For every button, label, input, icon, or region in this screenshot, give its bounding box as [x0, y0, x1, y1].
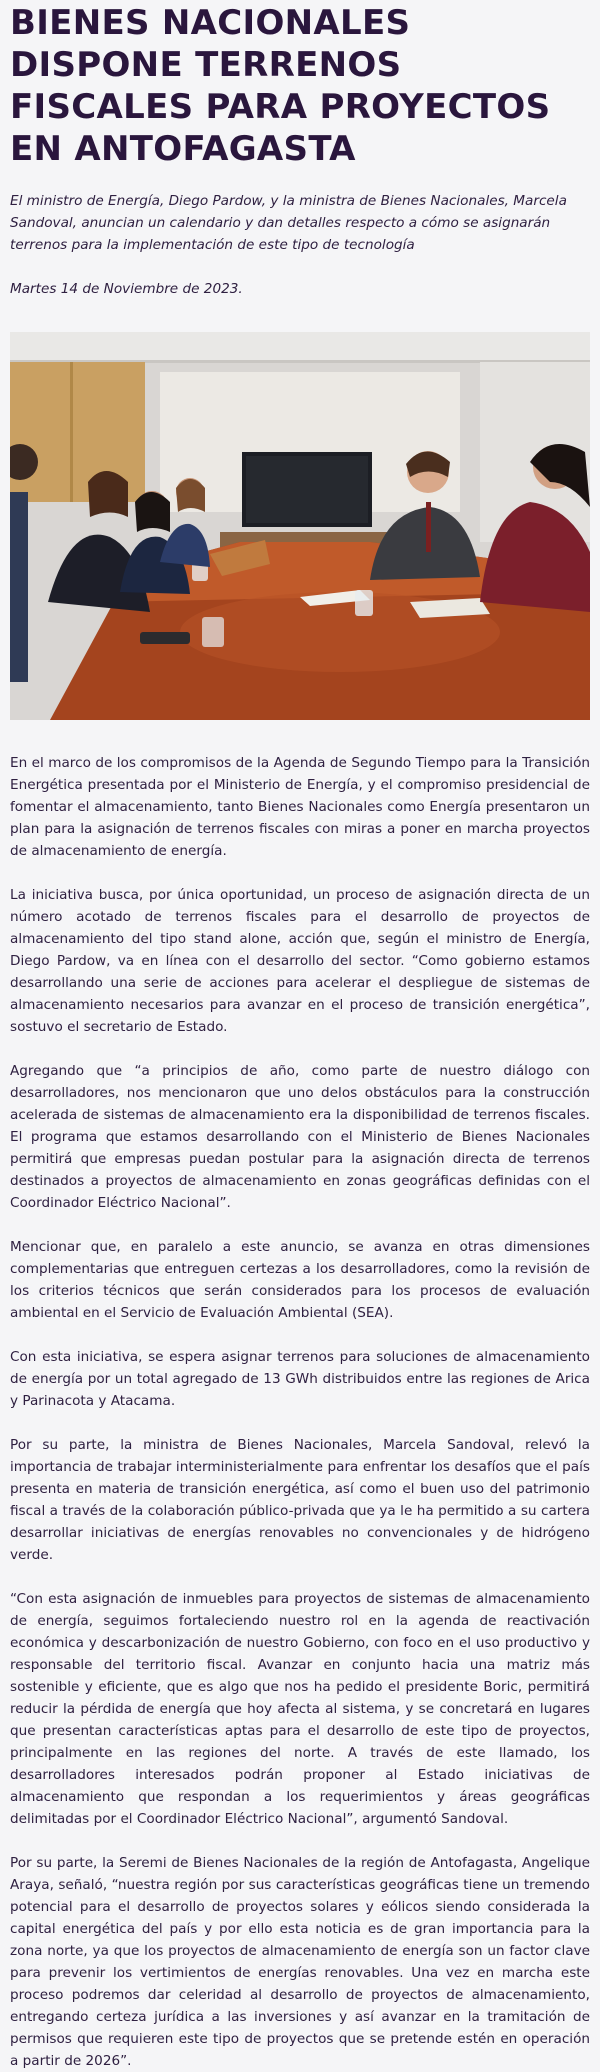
meeting-photo	[10, 332, 590, 720]
paragraph: Agregando que “a principios de año, como parte de nuestro diálogo con desarrolladores, nos mencionaron que uno delos obstáculos para la construcción acelerada de sistemas de almacenamiento era la disponibilidad de terrenos fiscales. El programa que estamos desarrollando con el Ministerio de Bienes Nacionales permitirá que empresas puedan postular para la asignación directa de terrenos destinados a proyectos de almacenamiento en zonas geográficas definidas con el Coordinador Eléctrico Nacional”.	[10, 1063, 590, 1211]
paragraph: Por su parte, la Seremi de Bienes Nacionales de la región de Antofagasta, Angelique Araya, señaló, “nuestra región por sus características geográficas tiene un tremendo potencial para el desarrollo de proyectos solares y eólicos siendo considerada la capital energética del país y por ello esta noticia es de gran importancia para la zona norte, ya que los proyectos de almacenamiento de energía son un factor clave para prevenir los vertimientos de energías renovables. Una vez en marcha este proceso podremos dar celeridad al desarrollo de proyectos de almacenamiento, entregando certeza jurídica a las inversiones y así avanzar en la tramitación de permisos que requieren este tipo de proyectos que se pretende estén en operación a partir de 2026”.	[10, 1855, 590, 2069]
paragraph: Mencionar que, en paralelo a este anuncio, se avanza en otras dimensiones complementarias que entreguen certezas a los desarrolladores, como la revisión de los criterios técnicos que serán considerados para los procesos de evaluación ambiental en el Servicio de Evaluación Ambiental (SEA).	[10, 1239, 590, 1321]
paragraph: La iniciativa busca, por única oportunidad, un proceso de asignación directa de un número acotado de terrenos fiscales para el desarrollo de proyectos de almacenamiento del tipo stand alone, acción que, según el ministro de Energía, Diego Pardow, va en línea con el desarrollo del sector. “Como gobierno estamos desarrollando una serie de acciones para acelerar el despliegue de sistemas de almacenamiento necesarios para avanzar en el proceso de transición energética”, sostuvo el secretario de Estado.	[10, 887, 590, 1035]
article-title: BIENES NACIONALES DISPONE TERRENOS FISCALES PARA PROYECTOS EN ANTOFAGASTA	[10, 3, 551, 169]
article-date: Martes 14 de Noviembre de 2023.	[10, 281, 243, 297]
article-subtitle: El ministro de Energía, Diego Pardow, y la ministra de Bienes Nacionales, Marcela Sandoval, anuncian un calendario y dan detalles respecto a cómo se asignarán terrenos para la implementación de este tipo de tecnología	[10, 193, 567, 253]
paragraph: “Con esta asignación de inmuebles para proyectos de sistemas de almacenamiento de energía, seguimos fortaleciendo nuestro rol en la agenda de reactivación económica y descarbonización de nuestro Gobierno, con foco en el uso productivo y responsable del territorio fiscal. Avanzar en conjunto hacia una matriz más sostenible y eficiente, que es algo que nos ha pedido el presidente Boric, permitirá reducir la pérdida de energía que hoy afecta al sistema, y se concretará en lugares que presentan características aptas para el desarrollo de este tipo de proyectos, principalmente en las regiones del norte. A través de este llamado, los desarrolladores interesados podrán proponer al Estado iniciativas de almacenamiento que respondan a los requerimientos y áreas geográficas delimitadas por el Coordinador Eléctrico Nacional”, argumentó Sandoval.	[10, 1591, 590, 1827]
article-body	[10, 752, 590, 2072]
paragraph: Con esta iniciativa, se espera asignar terrenos para soluciones de almacenamiento de energía por un total agregado de 13 GWh distribuidos entre las regiones de Arica y Parinacota y Atacama.	[10, 1349, 590, 1409]
paragraph: En el marco de los compromisos de la Agenda de Segundo Tiempo para la Transición Energética presentada por el Ministerio de Energía, y el compromiso presidencial de fomentar el almacenamiento, tanto Bienes Nacionales como Energía presentaron un plan para la asignación de terrenos fiscales con miras a poner en marcha proyectos de almacenamiento de energía.	[10, 755, 590, 859]
paragraph: Por su parte, la ministra de Bienes Nacionales, Marcela Sandoval, relevó la importancia de trabajar interministerialmente para enfrentar los desafíos que el país presenta en materia de transición energética, así como el buen uso del patrimonio fiscal a través de la colaboración público-privada que ya le ha permitido a su cartera desarrollar iniciativas de energías renovables no convencionales y de hidrógeno verde.	[10, 1437, 590, 1563]
